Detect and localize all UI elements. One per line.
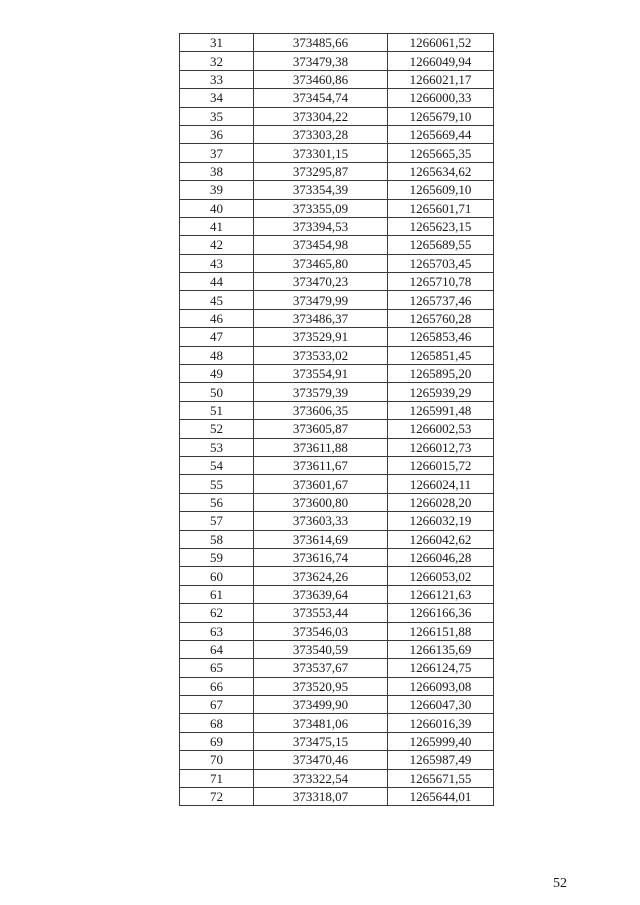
point-number-cell: 58 [180, 530, 254, 548]
point-number-cell: 61 [180, 585, 254, 603]
point-number-cell: 51 [180, 401, 254, 419]
x-coordinate-cell: 373479,38 [254, 52, 388, 70]
point-number-cell: 32 [180, 52, 254, 70]
x-coordinate-cell: 373540,59 [254, 640, 388, 658]
table-row [180, 548, 494, 566]
y-coordinate-cell: 1265991,48 [388, 401, 494, 419]
y-coordinate-cell: 1265609,10 [388, 181, 494, 199]
x-coordinate-cell: 373546,03 [254, 622, 388, 640]
x-coordinate-cell: 373529,91 [254, 328, 388, 346]
y-coordinate-cell: 1266049,94 [388, 52, 494, 70]
x-coordinate-cell: 373606,35 [254, 401, 388, 419]
table-row [180, 567, 494, 585]
table-row [180, 732, 494, 750]
x-coordinate-cell: 373470,23 [254, 273, 388, 291]
table-row [180, 89, 494, 107]
table-row [180, 162, 494, 180]
x-coordinate-cell: 373624,26 [254, 567, 388, 585]
point-number-cell: 39 [180, 181, 254, 199]
point-number-cell: 35 [180, 107, 254, 125]
x-coordinate-cell: 373465,80 [254, 254, 388, 272]
table-row [180, 291, 494, 309]
point-number-cell: 72 [180, 788, 254, 806]
table-row [180, 420, 494, 438]
y-coordinate-cell: 1266002,53 [388, 420, 494, 438]
x-coordinate-cell: 373481,06 [254, 714, 388, 732]
coordinates-table-body [180, 34, 494, 806]
table-row [180, 254, 494, 272]
table-row [180, 181, 494, 199]
table-row [180, 273, 494, 291]
table-row [180, 475, 494, 493]
point-number-cell: 47 [180, 328, 254, 346]
table-row [180, 309, 494, 327]
y-coordinate-cell: 1265623,15 [388, 217, 494, 235]
y-coordinate-cell: 1266021,17 [388, 70, 494, 88]
y-coordinate-cell: 1265669,44 [388, 125, 494, 143]
point-number-cell: 54 [180, 456, 254, 474]
y-coordinate-cell: 1265895,20 [388, 365, 494, 383]
x-coordinate-cell: 373603,33 [254, 512, 388, 530]
x-coordinate-cell: 373614,69 [254, 530, 388, 548]
point-number-cell: 52 [180, 420, 254, 438]
table-row [180, 640, 494, 658]
x-coordinate-cell: 373454,74 [254, 89, 388, 107]
table-row [180, 107, 494, 125]
y-coordinate-cell: 1266024,11 [388, 475, 494, 493]
y-coordinate-cell: 1266042,62 [388, 530, 494, 548]
x-coordinate-cell: 373616,74 [254, 548, 388, 566]
y-coordinate-cell: 1266016,39 [388, 714, 494, 732]
x-coordinate-cell: 373354,39 [254, 181, 388, 199]
y-coordinate-cell: 1265760,28 [388, 309, 494, 327]
point-number-cell: 59 [180, 548, 254, 566]
point-number-cell: 71 [180, 769, 254, 787]
point-number-cell: 44 [180, 273, 254, 291]
y-coordinate-cell: 1266124,75 [388, 659, 494, 677]
point-number-cell: 62 [180, 604, 254, 622]
point-number-cell: 40 [180, 199, 254, 217]
point-number-cell: 37 [180, 144, 254, 162]
y-coordinate-cell: 1265679,10 [388, 107, 494, 125]
x-coordinate-cell: 373611,67 [254, 456, 388, 474]
x-coordinate-cell: 373295,87 [254, 162, 388, 180]
table-row [180, 788, 494, 806]
table-row [180, 328, 494, 346]
coordinates-table [179, 33, 494, 806]
table-row [180, 144, 494, 162]
point-number-cell: 45 [180, 291, 254, 309]
y-coordinate-cell: 1266000,33 [388, 89, 494, 107]
y-coordinate-cell: 1266032,19 [388, 512, 494, 530]
x-coordinate-cell: 373304,22 [254, 107, 388, 125]
y-coordinate-cell: 1265851,45 [388, 346, 494, 364]
point-number-cell: 64 [180, 640, 254, 658]
point-number-cell: 33 [180, 70, 254, 88]
y-coordinate-cell: 1265689,55 [388, 236, 494, 254]
point-number-cell: 66 [180, 677, 254, 695]
point-number-cell: 56 [180, 493, 254, 511]
point-number-cell: 49 [180, 365, 254, 383]
point-number-cell: 34 [180, 89, 254, 107]
y-coordinate-cell: 1266166,36 [388, 604, 494, 622]
point-number-cell: 46 [180, 309, 254, 327]
table-row [180, 585, 494, 603]
x-coordinate-cell: 373454,98 [254, 236, 388, 254]
point-number-cell: 69 [180, 732, 254, 750]
y-coordinate-cell: 1265634,62 [388, 162, 494, 180]
point-number-cell: 43 [180, 254, 254, 272]
x-coordinate-cell: 373605,87 [254, 420, 388, 438]
x-coordinate-cell: 373520,95 [254, 677, 388, 695]
point-number-cell: 50 [180, 383, 254, 401]
y-coordinate-cell: 1266012,73 [388, 438, 494, 456]
table-row [180, 401, 494, 419]
table-row [180, 70, 494, 88]
table-row [180, 236, 494, 254]
table-row [180, 217, 494, 235]
page-number: 52 [553, 876, 567, 891]
x-coordinate-cell: 373600,80 [254, 493, 388, 511]
x-coordinate-cell: 373611,88 [254, 438, 388, 456]
x-coordinate-cell: 373303,28 [254, 125, 388, 143]
table-row [180, 34, 494, 52]
table-row [180, 365, 494, 383]
x-coordinate-cell: 373579,39 [254, 383, 388, 401]
point-number-cell: 42 [180, 236, 254, 254]
table-row [180, 383, 494, 401]
table-row [180, 346, 494, 364]
x-coordinate-cell: 373499,90 [254, 696, 388, 714]
point-number-cell: 48 [180, 346, 254, 364]
x-coordinate-cell: 373394,53 [254, 217, 388, 235]
y-coordinate-cell: 1265987,49 [388, 751, 494, 769]
table-row [180, 438, 494, 456]
y-coordinate-cell: 1265671,55 [388, 769, 494, 787]
x-coordinate-cell: 373553,44 [254, 604, 388, 622]
table-row [180, 751, 494, 769]
point-number-cell: 67 [180, 696, 254, 714]
y-coordinate-cell: 1266015,72 [388, 456, 494, 474]
table-row [180, 604, 494, 622]
y-coordinate-cell: 1265665,35 [388, 144, 494, 162]
y-coordinate-cell: 1266028,20 [388, 493, 494, 511]
x-coordinate-cell: 373355,09 [254, 199, 388, 217]
table-row [180, 696, 494, 714]
table-row [180, 456, 494, 474]
x-coordinate-cell: 373460,86 [254, 70, 388, 88]
x-coordinate-cell: 373537,67 [254, 659, 388, 677]
point-number-cell: 55 [180, 475, 254, 493]
y-coordinate-cell: 1265703,45 [388, 254, 494, 272]
point-number-cell: 68 [180, 714, 254, 732]
x-coordinate-cell: 373485,66 [254, 34, 388, 52]
table-row [180, 493, 494, 511]
y-coordinate-cell: 1265601,71 [388, 199, 494, 217]
table-row [180, 677, 494, 695]
y-coordinate-cell: 1265939,29 [388, 383, 494, 401]
x-coordinate-cell: 373479,99 [254, 291, 388, 309]
y-coordinate-cell: 1266121,63 [388, 585, 494, 603]
y-coordinate-cell: 1266135,69 [388, 640, 494, 658]
table-row [180, 530, 494, 548]
x-coordinate-cell: 373318,07 [254, 788, 388, 806]
y-coordinate-cell: 1265853,46 [388, 328, 494, 346]
y-coordinate-cell: 1265999,40 [388, 732, 494, 750]
y-coordinate-cell: 1266053,02 [388, 567, 494, 585]
y-coordinate-cell: 1266093,08 [388, 677, 494, 695]
x-coordinate-cell: 373533,02 [254, 346, 388, 364]
table-row [180, 659, 494, 677]
point-number-cell: 41 [180, 217, 254, 235]
table-row [180, 622, 494, 640]
table-row [180, 52, 494, 70]
x-coordinate-cell: 373601,67 [254, 475, 388, 493]
table-row [180, 125, 494, 143]
point-number-cell: 36 [180, 125, 254, 143]
y-coordinate-cell: 1266046,28 [388, 548, 494, 566]
point-number-cell: 31 [180, 34, 254, 52]
point-number-cell: 60 [180, 567, 254, 585]
point-number-cell: 53 [180, 438, 254, 456]
y-coordinate-cell: 1265710,78 [388, 273, 494, 291]
x-coordinate-cell: 373322,54 [254, 769, 388, 787]
point-number-cell: 57 [180, 512, 254, 530]
table-row [180, 714, 494, 732]
table-row [180, 769, 494, 787]
point-number-cell: 65 [180, 659, 254, 677]
x-coordinate-cell: 373475,15 [254, 732, 388, 750]
y-coordinate-cell: 1266061,52 [388, 34, 494, 52]
table-row [180, 512, 494, 530]
y-coordinate-cell: 1266151,88 [388, 622, 494, 640]
y-coordinate-cell: 1265737,46 [388, 291, 494, 309]
x-coordinate-cell: 373639,64 [254, 585, 388, 603]
y-coordinate-cell: 1266047,30 [388, 696, 494, 714]
point-number-cell: 63 [180, 622, 254, 640]
y-coordinate-cell: 1265644,01 [388, 788, 494, 806]
point-number-cell: 70 [180, 751, 254, 769]
x-coordinate-cell: 373486,37 [254, 309, 388, 327]
x-coordinate-cell: 373301,15 [254, 144, 388, 162]
table-row [180, 199, 494, 217]
point-number-cell: 38 [180, 162, 254, 180]
x-coordinate-cell: 373554,91 [254, 365, 388, 383]
x-coordinate-cell: 373470,46 [254, 751, 388, 769]
